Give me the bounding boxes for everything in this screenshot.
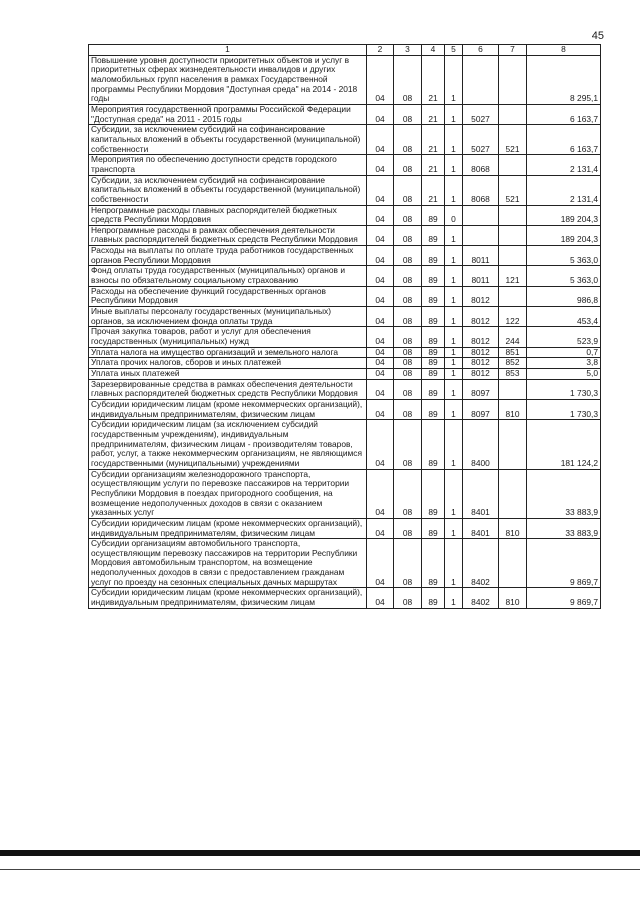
row-code-cell: 8401	[463, 469, 499, 518]
row-code-cell: 08	[394, 286, 422, 306]
row-code-cell: 04	[367, 55, 394, 104]
row-code-cell	[499, 104, 527, 124]
row-code-cell: 8402	[463, 539, 499, 588]
row-name-cell: Расходы на обеспечение функций государственных органов Республики Мордовия	[89, 286, 367, 306]
row-code-cell: 1	[445, 469, 463, 518]
row-amount-cell: 5 363,0	[527, 246, 601, 266]
table-row	[89, 588, 601, 608]
row-code-cell: 04	[367, 358, 394, 369]
row-name-cell: Непрограммные расходы в рамках обеспечения деятельности главных распорядителей бюджетных средств Республики Мордовия	[89, 225, 367, 245]
row-name-cell: Субсидии юридическим лицам (за исключением субсидий государственным учреждениям), индивидуальным предпринимателям, физическим лицам - производителям товаров, работ, услуг, а также некоммерческим организациям, не являющимся государственными (муниципальными) учреждениями	[89, 420, 367, 469]
row-amount-cell: 8 295,1	[527, 55, 601, 104]
row-amount-cell: 6 163,7	[527, 125, 601, 155]
row-code-cell: 04	[367, 518, 394, 538]
row-code-cell	[499, 379, 527, 399]
row-name-cell: Субсидии, за исключением субсидий на софинансирование капитальных вложений в объекты государственной (муниципальной) собственности	[89, 175, 367, 205]
row-code-cell: 04	[367, 266, 394, 286]
row-name-cell: Субсидии юридическим лицам (кроме некоммерческих организаций), индивидуальным предпринимателям, физическим лицам	[89, 588, 367, 608]
row-code-cell: 810	[499, 518, 527, 538]
row-code-cell: 8012	[463, 347, 499, 358]
row-code-cell: 1	[445, 104, 463, 124]
row-amount-cell: 6 163,7	[527, 104, 601, 124]
row-code-cell: 1	[445, 125, 463, 155]
table-row	[89, 205, 601, 225]
table-row	[89, 399, 601, 419]
row-code-cell: 8012	[463, 286, 499, 306]
row-code-cell: 0	[445, 205, 463, 225]
row-code-cell: 04	[367, 379, 394, 399]
row-code-cell	[463, 225, 499, 245]
table-row	[89, 369, 601, 380]
row-amount-cell: 9 869,7	[527, 588, 601, 608]
table-body	[89, 55, 601, 608]
row-code-cell: 08	[394, 205, 422, 225]
row-code-cell: 21	[422, 55, 445, 104]
row-code-cell: 04	[367, 125, 394, 155]
row-code-cell: 8097	[463, 379, 499, 399]
row-amount-cell: 33 883,9	[527, 469, 601, 518]
row-code-cell: 121	[499, 266, 527, 286]
row-code-cell: 1	[445, 399, 463, 419]
row-name-cell: Повышение уровня доступности приоритетных объектов и услуг в приоритетных сферах жизнедеятельности инвалидов и других маломобильных групп населения в рамках Государственной программы Республики Мордовия "Доступная среда" на 2014 - 2018 годы	[89, 55, 367, 104]
row-amount-cell: 2 131,4	[527, 155, 601, 175]
row-code-cell: 04	[367, 420, 394, 469]
column-header-5: 5	[445, 45, 463, 56]
row-code-cell: 89	[422, 518, 445, 538]
row-code-cell: 122	[499, 307, 527, 327]
row-code-cell	[463, 205, 499, 225]
row-name-cell: Субсидии юридическим лицам (кроме некоммерческих организаций), индивидуальным предпринимателям, физическим лицам	[89, 399, 367, 419]
row-code-cell: 852	[499, 358, 527, 369]
row-code-cell: 8097	[463, 399, 499, 419]
row-code-cell: 89	[422, 347, 445, 358]
row-code-cell: 1	[445, 420, 463, 469]
row-code-cell: 89	[422, 399, 445, 419]
table-row	[89, 175, 601, 205]
table-row	[89, 155, 601, 175]
row-code-cell: 04	[367, 327, 394, 347]
bottom-rule	[0, 869, 640, 870]
row-code-cell: 8011	[463, 266, 499, 286]
row-amount-cell: 523,9	[527, 327, 601, 347]
row-code-cell: 521	[499, 125, 527, 155]
row-code-cell: 1	[445, 286, 463, 306]
row-code-cell: 8012	[463, 369, 499, 380]
row-code-cell: 89	[422, 469, 445, 518]
row-amount-cell: 189 204,3	[527, 205, 601, 225]
row-code-cell: 89	[422, 539, 445, 588]
table-row	[89, 469, 601, 518]
table-row	[89, 307, 601, 327]
row-code-cell: 1	[445, 175, 463, 205]
table-row	[89, 358, 601, 369]
row-code-cell: 08	[394, 246, 422, 266]
column-header-4: 4	[422, 45, 445, 56]
row-code-cell: 08	[394, 379, 422, 399]
row-code-cell: 08	[394, 399, 422, 419]
row-code-cell: 89	[422, 588, 445, 608]
row-code-cell: 04	[367, 205, 394, 225]
row-amount-cell: 5 363,0	[527, 266, 601, 286]
column-header-7: 7	[499, 45, 527, 56]
row-code-cell: 521	[499, 175, 527, 205]
row-name-cell: Уплата прочих налогов, сборов и иных платежей	[89, 358, 367, 369]
row-code-cell: 08	[394, 469, 422, 518]
table-row	[89, 420, 601, 469]
row-name-cell: Субсидии организациям автомобильного транспорта, осуществляющим перевозку пассажиров на территории Республики Мордовия автомобильным транспортом, на возмещение недополученных доходов в связи с предоставлением гражданам услуг по проезду на сезонных специальных дачных маршрутах	[89, 539, 367, 588]
row-name-cell: Субсидии юридическим лицам (кроме некоммерческих организаций), индивидуальным предпринимателям, физическим лицам	[89, 518, 367, 538]
row-code-cell: 8012	[463, 327, 499, 347]
row-code-cell: 810	[499, 399, 527, 419]
table-row	[89, 327, 601, 347]
row-code-cell: 04	[367, 399, 394, 419]
row-code-cell: 853	[499, 369, 527, 380]
table-row	[89, 104, 601, 124]
row-name-cell: Прочая закупка товаров, работ и услуг для обеспечения государственных (муниципальных) нужд	[89, 327, 367, 347]
table-row	[89, 347, 601, 358]
row-code-cell: 04	[367, 469, 394, 518]
row-amount-cell: 33 883,9	[527, 518, 601, 538]
row-code-cell: 08	[394, 358, 422, 369]
row-code-cell: 04	[367, 225, 394, 245]
row-code-cell: 21	[422, 125, 445, 155]
row-code-cell: 1	[445, 225, 463, 245]
row-code-cell: 08	[394, 175, 422, 205]
row-name-cell: Мероприятия государственной программы Российской Федерации "Доступная среда" на 2011 - 2015 годы	[89, 104, 367, 124]
row-code-cell: 08	[394, 104, 422, 124]
row-amount-cell: 9 869,7	[527, 539, 601, 588]
row-code-cell: 08	[394, 307, 422, 327]
row-code-cell: 1	[445, 588, 463, 608]
row-code-cell: 08	[394, 155, 422, 175]
row-code-cell: 8012	[463, 358, 499, 369]
row-code-cell: 08	[394, 125, 422, 155]
row-code-cell: 89	[422, 327, 445, 347]
row-code-cell: 21	[422, 155, 445, 175]
column-header-3: 3	[394, 45, 422, 56]
row-code-cell: 1	[445, 155, 463, 175]
row-code-cell: 89	[422, 420, 445, 469]
row-amount-cell: 2 131,4	[527, 175, 601, 205]
row-code-cell	[499, 286, 527, 306]
row-name-cell: Субсидии организациям железнодорожного транспорта, осуществляющим услуги по перевозке пассажиров на территории Республики Мордовия в поездах пригородного сообщения, на возмещение недополученных доходов в связи с оказанием указанных услуг	[89, 469, 367, 518]
row-code-cell	[499, 469, 527, 518]
row-code-cell: 08	[394, 55, 422, 104]
row-code-cell: 1	[445, 307, 463, 327]
row-code-cell	[463, 55, 499, 104]
row-amount-cell: 1 730,3	[527, 379, 601, 399]
table-row	[89, 55, 601, 104]
row-code-cell: 1	[445, 327, 463, 347]
row-code-cell: 5027	[463, 125, 499, 155]
row-name-cell: Непрограммные расходы главных распорядителей бюджетных средств Республики Мордовия	[89, 205, 367, 225]
row-code-cell: 89	[422, 369, 445, 380]
column-header-1: 1	[89, 45, 367, 56]
table-row	[89, 379, 601, 399]
row-code-cell: 8012	[463, 307, 499, 327]
row-code-cell: 04	[367, 588, 394, 608]
row-code-cell: 04	[367, 307, 394, 327]
row-amount-cell: 189 204,3	[527, 225, 601, 245]
row-code-cell: 08	[394, 327, 422, 347]
row-code-cell: 89	[422, 225, 445, 245]
row-code-cell: 89	[422, 266, 445, 286]
row-name-cell: Уплата налога на имущество организаций и земельного налога	[89, 347, 367, 358]
row-code-cell: 04	[367, 286, 394, 306]
row-code-cell: 89	[422, 358, 445, 369]
row-code-cell: 8011	[463, 246, 499, 266]
row-amount-cell: 986,8	[527, 286, 601, 306]
row-code-cell: 04	[367, 104, 394, 124]
row-name-cell: Фонд оплаты труда государственных (муниципальных) органов и взносы по обязательному социальному страхованию	[89, 266, 367, 286]
row-name-cell: Субсидии, за исключением субсидий на софинансирование капитальных вложений в объекты государственной (муниципальной) собственности	[89, 125, 367, 155]
row-name-cell: Расходы на выплаты по оплате труда работников государственных органов Республики Мордовия	[89, 246, 367, 266]
row-code-cell: 1	[445, 266, 463, 286]
row-code-cell: 5027	[463, 104, 499, 124]
row-code-cell: 08	[394, 420, 422, 469]
table-row	[89, 246, 601, 266]
row-code-cell: 08	[394, 369, 422, 380]
row-code-cell: 1	[445, 539, 463, 588]
row-code-cell: 08	[394, 518, 422, 538]
row-code-cell: 851	[499, 347, 527, 358]
table-row	[89, 539, 601, 588]
table-row	[89, 518, 601, 538]
row-code-cell	[499, 205, 527, 225]
column-header-8: 8	[527, 45, 601, 56]
row-code-cell: 89	[422, 286, 445, 306]
row-code-cell: 89	[422, 307, 445, 327]
row-code-cell	[499, 155, 527, 175]
row-code-cell: 04	[367, 155, 394, 175]
row-code-cell: 08	[394, 225, 422, 245]
row-code-cell: 04	[367, 175, 394, 205]
row-code-cell: 1	[445, 55, 463, 104]
row-amount-cell: 453,4	[527, 307, 601, 327]
row-code-cell: 89	[422, 246, 445, 266]
row-code-cell: 08	[394, 588, 422, 608]
row-code-cell: 1	[445, 369, 463, 380]
row-code-cell: 08	[394, 539, 422, 588]
bottom-bar	[0, 850, 640, 856]
row-code-cell: 21	[422, 104, 445, 124]
row-code-cell: 1	[445, 347, 463, 358]
row-code-cell	[499, 55, 527, 104]
row-code-cell: 08	[394, 347, 422, 358]
row-amount-cell: 0,7	[527, 347, 601, 358]
row-name-cell: Мероприятия по обеспечению доступности средств городского транспорта	[89, 155, 367, 175]
row-code-cell: 04	[367, 347, 394, 358]
row-amount-cell: 181 124,2	[527, 420, 601, 469]
row-code-cell: 04	[367, 369, 394, 380]
page-number: 45	[591, 30, 604, 42]
row-code-cell: 8068	[463, 175, 499, 205]
row-code-cell	[499, 539, 527, 588]
row-code-cell: 1	[445, 246, 463, 266]
row-code-cell: 8401	[463, 518, 499, 538]
row-code-cell: 04	[367, 539, 394, 588]
row-name-cell: Уплата иных платежей	[89, 369, 367, 380]
budget-table	[88, 44, 601, 609]
row-code-cell	[499, 420, 527, 469]
row-code-cell: 89	[422, 379, 445, 399]
row-amount-cell: 3,8	[527, 358, 601, 369]
column-header-6: 6	[463, 45, 499, 56]
row-code-cell: 1	[445, 379, 463, 399]
row-amount-cell: 1 730,3	[527, 399, 601, 419]
row-code-cell: 08	[394, 266, 422, 286]
row-code-cell: 89	[422, 205, 445, 225]
row-code-cell	[499, 225, 527, 245]
row-amount-cell: 5,0	[527, 369, 601, 380]
row-code-cell: 810	[499, 588, 527, 608]
row-code-cell: 244	[499, 327, 527, 347]
row-code-cell: 21	[422, 175, 445, 205]
row-code-cell: 1	[445, 518, 463, 538]
row-name-cell: Зарезервированные средства в рамках обеспечения деятельности главных распорядителей бюджетных средств Республики Мордовия	[89, 379, 367, 399]
table-row	[89, 125, 601, 155]
row-code-cell: 1	[445, 358, 463, 369]
row-code-cell: 8400	[463, 420, 499, 469]
row-name-cell: Иные выплаты персоналу государственных (муниципальных) органов, за исключением фонда оплаты труда	[89, 307, 367, 327]
row-code-cell	[499, 246, 527, 266]
row-code-cell: 04	[367, 246, 394, 266]
header-row	[89, 45, 601, 56]
row-code-cell: 8068	[463, 155, 499, 175]
table-row	[89, 286, 601, 306]
column-header-2: 2	[367, 45, 394, 56]
row-code-cell: 8402	[463, 588, 499, 608]
table-row	[89, 225, 601, 245]
table-row	[89, 266, 601, 286]
